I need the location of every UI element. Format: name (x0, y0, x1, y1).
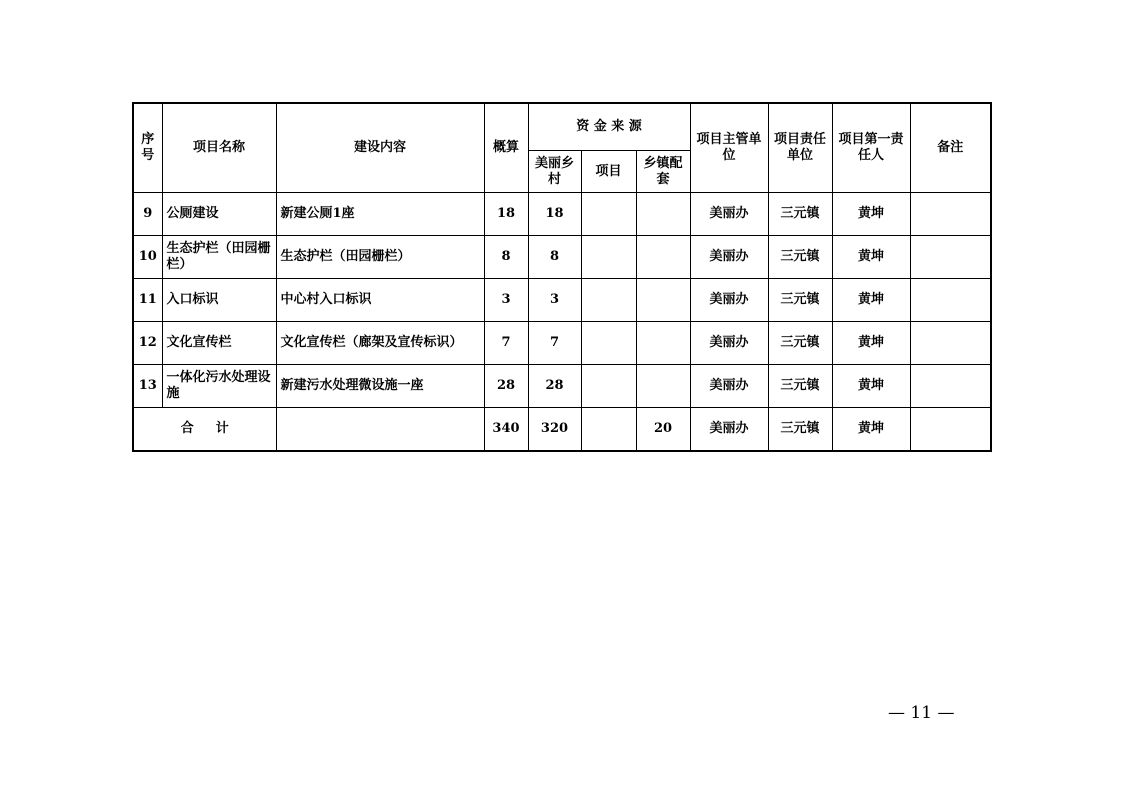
cell-fund-town (636, 193, 690, 236)
cell-fund-beautiful-village: 3 (528, 279, 581, 322)
total-lead-unit: 美丽办 (690, 408, 768, 452)
total-fund-beautiful-village: 320 (528, 408, 581, 452)
page-number: — 11 — (888, 703, 955, 723)
cell-remarks (910, 365, 991, 408)
total-responsible-unit: 三元镇 (768, 408, 832, 452)
table-row (133, 365, 991, 408)
header-content: 建设内容 (276, 103, 484, 193)
cell-seq: 13 (133, 365, 162, 408)
cell-fund-town (636, 365, 690, 408)
header-fund-source: 资 金 来 源 (528, 103, 690, 151)
cell-responsible-unit: 三元镇 (768, 365, 832, 408)
cell-fund-town (636, 322, 690, 365)
cell-fund-project (581, 322, 636, 365)
cell-responsible-person: 黄坤 (832, 279, 910, 322)
table-row (133, 236, 991, 279)
table-row (133, 193, 991, 236)
cell-project-name: 入口标识 (162, 279, 276, 322)
total-row (133, 408, 991, 452)
cell-project-name: 生态护栏（田园栅栏） (162, 236, 276, 279)
project-table (132, 102, 992, 452)
cell-seq: 11 (133, 279, 162, 322)
cell-project-name: 公厕建设 (162, 193, 276, 236)
total-fund-project (581, 408, 636, 452)
header-lead-unit: 项目主管单位 (690, 103, 768, 193)
cell-responsible-person: 黄坤 (832, 365, 910, 408)
total-remarks (910, 408, 991, 452)
cell-fund-beautiful-village: 7 (528, 322, 581, 365)
total-budget: 340 (484, 408, 528, 452)
cell-fund-project (581, 279, 636, 322)
header-seq: 序号 (133, 103, 162, 193)
cell-project-name: 文化宣传栏 (162, 322, 276, 365)
cell-content: 中心村入口标识 (276, 279, 484, 322)
header-fund-project: 项目 (581, 151, 636, 193)
cell-fund-beautiful-village: 18 (528, 193, 581, 236)
cell-responsible-person: 黄坤 (832, 322, 910, 365)
cell-remarks (910, 279, 991, 322)
cell-content: 新建污水处理微设施一座 (276, 365, 484, 408)
cell-content: 文化宣传栏（廊架及宣传标识） (276, 322, 484, 365)
table-row (133, 322, 991, 365)
cell-content: 新建公厕1座 (276, 193, 484, 236)
cell-lead-unit: 美丽办 (690, 236, 768, 279)
cell-responsible-person: 黄坤 (832, 193, 910, 236)
cell-fund-project (581, 236, 636, 279)
header-budget: 概算 (484, 103, 528, 193)
total-content (276, 408, 484, 452)
cell-seq: 10 (133, 236, 162, 279)
cell-responsible-unit: 三元镇 (768, 193, 832, 236)
cell-lead-unit: 美丽办 (690, 193, 768, 236)
total-fund-town: 20 (636, 408, 690, 452)
table-header-row (133, 103, 991, 151)
cell-fund-project (581, 365, 636, 408)
cell-remarks (910, 236, 991, 279)
cell-fund-town (636, 236, 690, 279)
cell-project-name: 一体化污水处理设施 (162, 365, 276, 408)
cell-lead-unit: 美丽办 (690, 365, 768, 408)
cell-remarks (910, 193, 991, 236)
cell-seq: 12 (133, 322, 162, 365)
cell-fund-town (636, 279, 690, 322)
cell-budget: 18 (484, 193, 528, 236)
header-project-name: 项目名称 (162, 103, 276, 193)
table-row (133, 279, 991, 322)
cell-responsible-unit: 三元镇 (768, 236, 832, 279)
header-responsible-unit: 项目责任单位 (768, 103, 832, 193)
cell-responsible-unit: 三元镇 (768, 322, 832, 365)
cell-seq: 9 (133, 193, 162, 236)
cell-remarks (910, 322, 991, 365)
header-fund-beautiful-village: 美丽乡村 (528, 151, 581, 193)
cell-budget: 28 (484, 365, 528, 408)
cell-budget: 7 (484, 322, 528, 365)
cell-fund-beautiful-village: 28 (528, 365, 581, 408)
header-first-responsible-person: 项目第一责任人 (832, 103, 910, 193)
cell-budget: 3 (484, 279, 528, 322)
total-label: 合计 (133, 408, 276, 452)
cell-responsible-unit: 三元镇 (768, 279, 832, 322)
header-fund-town: 乡镇配套 (636, 151, 690, 193)
cell-responsible-person: 黄坤 (832, 236, 910, 279)
cell-content: 生态护栏（田园栅栏） (276, 236, 484, 279)
total-responsible-person: 黄坤 (832, 408, 910, 452)
cell-lead-unit: 美丽办 (690, 322, 768, 365)
cell-lead-unit: 美丽办 (690, 279, 768, 322)
cell-fund-project (581, 193, 636, 236)
cell-fund-beautiful-village: 8 (528, 236, 581, 279)
header-remarks: 备注 (910, 103, 991, 193)
cell-budget: 8 (484, 236, 528, 279)
